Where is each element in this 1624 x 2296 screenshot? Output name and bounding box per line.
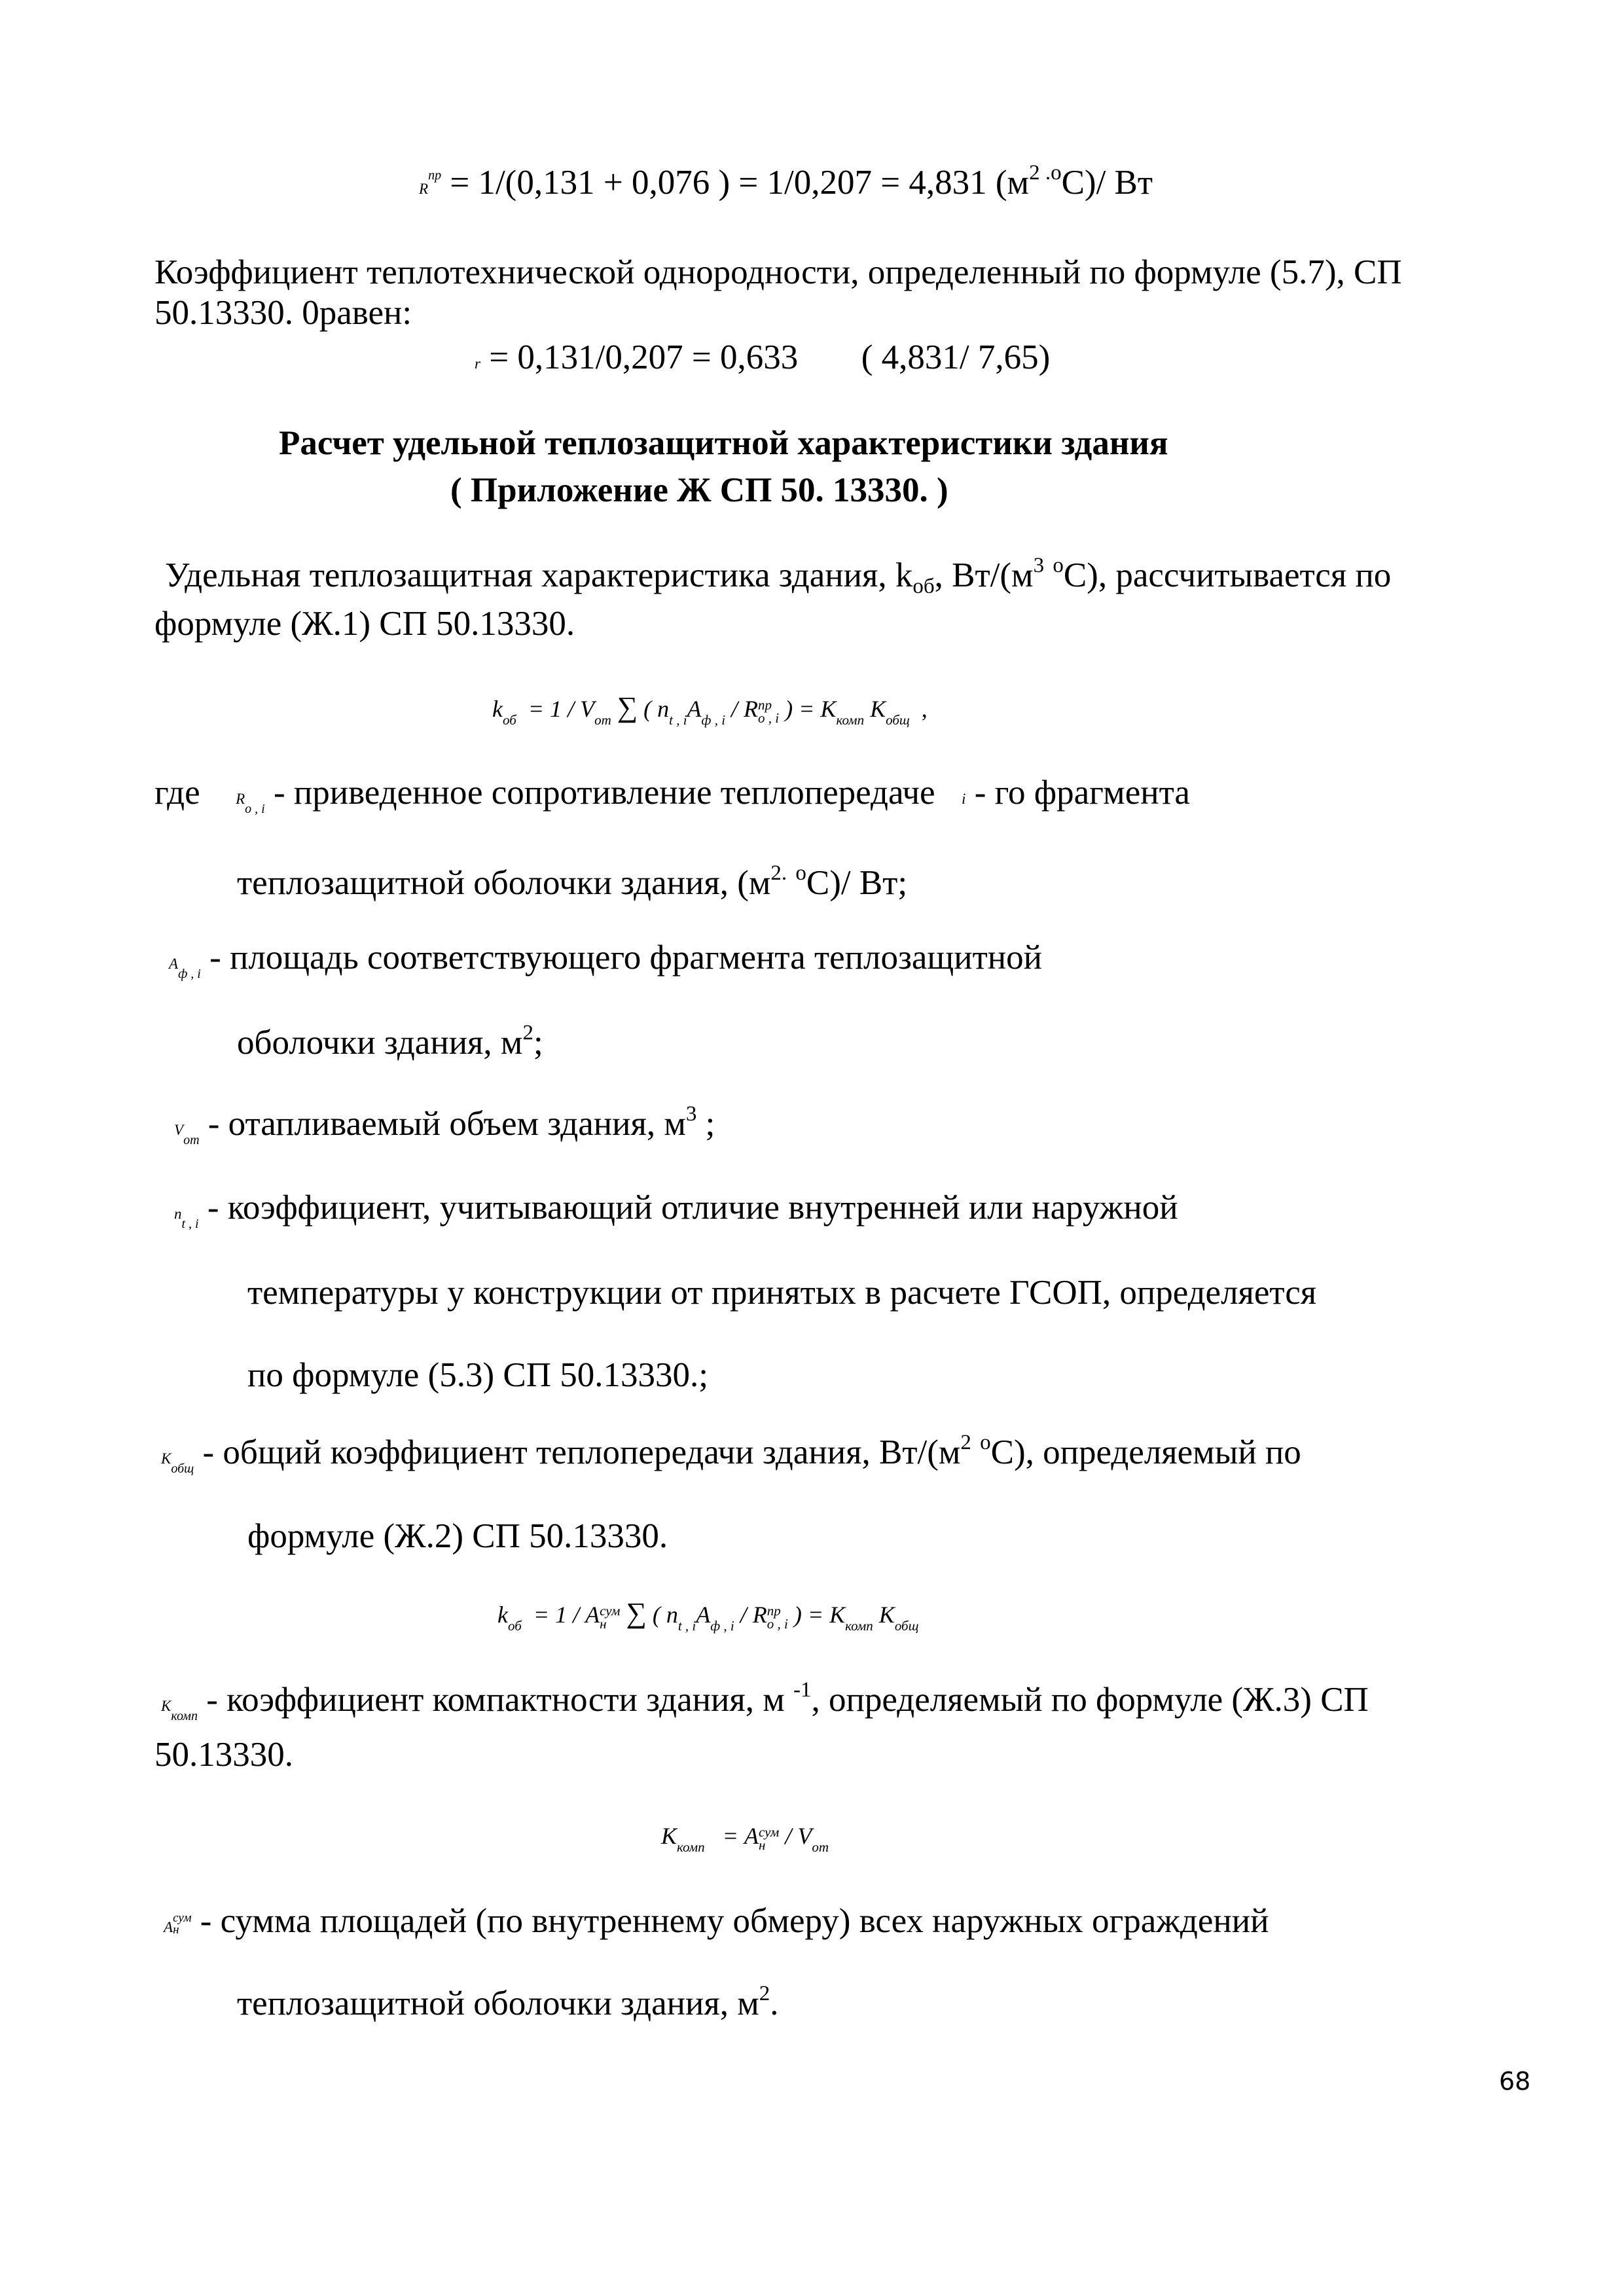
page-number: 68 xyxy=(1499,2067,1531,2096)
def-ro-line2: теплозащитной оболочки здания, ($м^{2.}$ $^о$С)/ Вт; xyxy=(237,861,908,902)
def-kobsh: $K_{общ}$ - общий коэффициент теплопередачи здания, $Вт/(м^2$ $^о$С), определяемый по xyxy=(161,1431,1301,1476)
intro-line1: Удельная теплозащитная характеристика здания, kоб, $Вт/(м^3$ $^о$С), рассчитывается по xyxy=(165,554,1392,598)
uniformity-line1: Коэффициент теплотехнической однородности, определенный по формуле (5.7), СП xyxy=(154,253,1402,291)
r-pr-unit-tail: С)/ Вт xyxy=(1061,164,1153,202)
formula-zh1: $k_{об} = 1 / V_{от}$ ∑ ( $n_{t , i}A_{ф , i}$ / R пр о , i ) = $K_{комп}$ $K_{общ}$ , xyxy=(492,691,928,728)
r-sup: пр xyxy=(428,168,442,183)
def-n: $n_{t , i}$ - коэффициент, учитывающий отличие внутренней или наружной xyxy=(174,1189,1178,1231)
def-ro: где $R_{о , i}$ - приведенное сопротивление теплопередаче i - го фрагмента xyxy=(154,774,1190,816)
def-asum: A сум н - сумма площадей (по внутреннему обмеру) всех наружных ограждений xyxy=(164,1902,1269,1940)
formula-zh2: $k_{об} = 1 / A$ сум н ∑ ( $n_{t , i}A_{ф , i}$ / R пр о , i ) = $K_{комп}$ $K_{общ}$ xyxy=(497,1597,919,1634)
def-kobsh-line2: формуле (Ж.2) СП 50.13330. xyxy=(247,1517,668,1555)
def-kkomp: $K_{комп}$ - коэффициент компактности здания, м $^{-1}$, определяемый по формуле (Ж.3) СП xyxy=(161,1678,1369,1723)
r-coef-note: ( 4,831/ 7,65) xyxy=(861,338,1051,376)
r-coef-symbol: r xyxy=(475,355,480,372)
r-pr-rhs: = 1/(0,131 + 0,076 ) = 1/0,207 = 4,831 (м xyxy=(450,164,1030,202)
def-n-line3: по формуле (5.3) СП 50.13330.; xyxy=(247,1356,708,1394)
section-title-line2: ( Приложение Ж СП 50. 13330. ) xyxy=(450,471,948,509)
def-n-line2: температуры у конструкции от принятых в расчете ГСОП, определяется xyxy=(247,1274,1317,1312)
section-title-line1: Расчет удельной теплозащитной характеристики здания xyxy=(279,424,1168,462)
def-a: $A_{ф , i}$ - площадь соответствующего фрагмента теплозащитной xyxy=(169,939,1042,981)
intro-line2: формуле (Ж.1) СП 50.13330. xyxy=(154,605,575,643)
r-symbol: R xyxy=(419,181,429,197)
def-asum-line2: теплозащитной оболочки здания, $м^2$. xyxy=(237,1982,779,2022)
def-kkomp-line2: 50.13330. xyxy=(154,1736,293,1774)
formula-zh3: $K_{комп}$ = A сум н / $V_{от}$ xyxy=(661,1823,829,1855)
r-pr-unit-o: о xyxy=(1051,161,1062,185)
uniformity-r-formula xyxy=(475,337,1050,384)
r-coef-value: = 0,131/0,207 = 0,633 xyxy=(489,338,799,376)
def-a-line2: оболочки здания, $м^2$; xyxy=(237,1021,543,1062)
r-pr-unit-sup: 2 . xyxy=(1029,161,1051,185)
uniformity-line2: 50.13330. 0равен: xyxy=(154,294,412,332)
r-pr-formula xyxy=(419,162,1153,210)
def-v: $V_{от}$ - отапливаемый объем здания, $м^3$ ; xyxy=(174,1102,715,1147)
